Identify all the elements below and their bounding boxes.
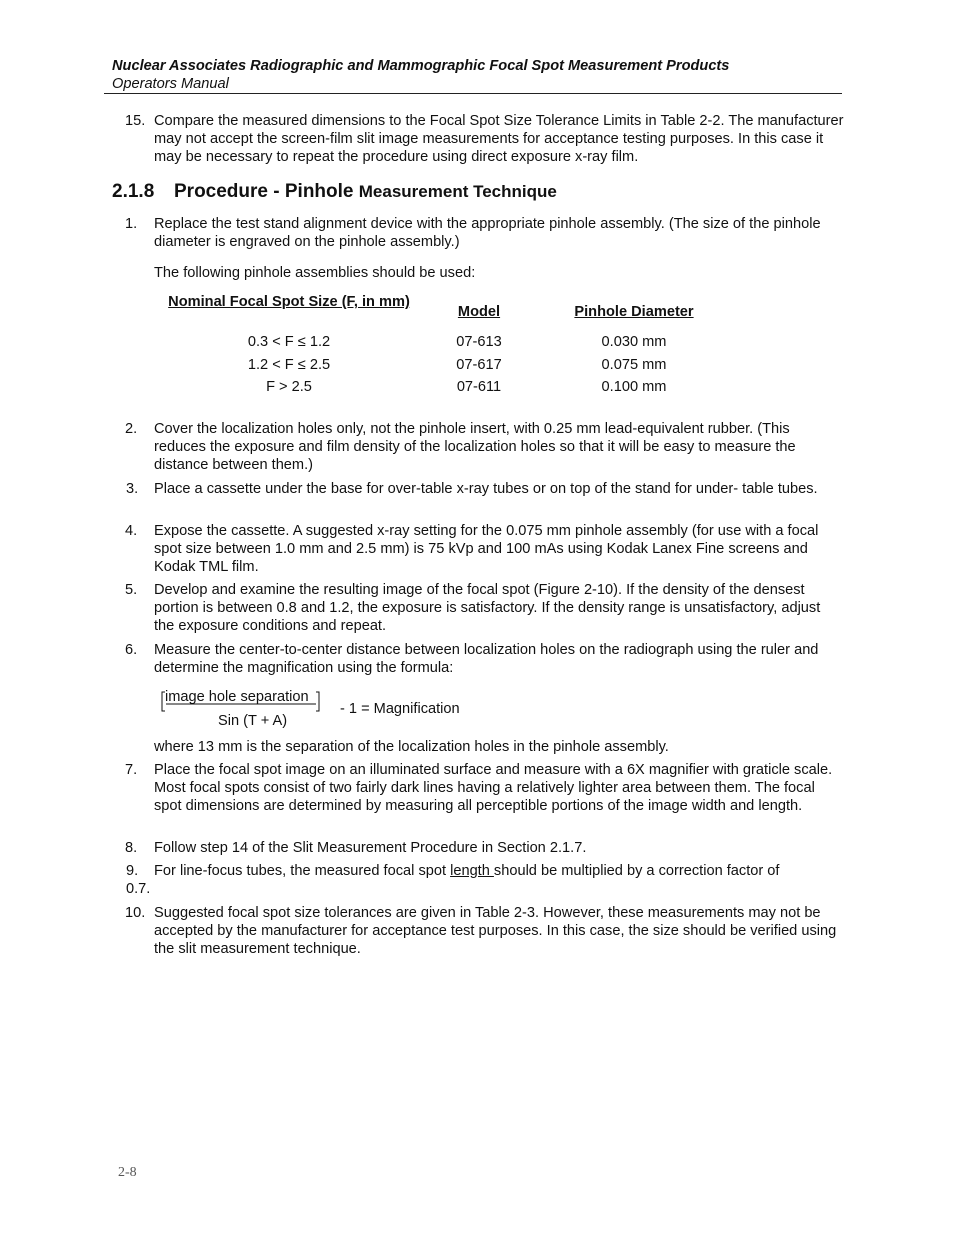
table-header-diameter: Pinhole Diameter	[574, 304, 694, 320]
table-cell: 0.075 mm	[601, 357, 667, 373]
step-text: Follow step 14 of the Slit Measurement Procedure in Section 2.1.7.	[154, 840, 587, 856]
step-number: 15.	[125, 113, 146, 129]
step-number: 10.	[125, 905, 146, 921]
table-cell: 07-613	[456, 334, 502, 350]
step-number: 9.	[126, 863, 139, 879]
table-cell: 07-611	[456, 379, 502, 395]
step-text: Cover the localization holes only, not the pinhole insert, with 0.25 mm lead-equivalent rubber. (This reduces the exposure and film density of the localization holes so that it will be easy to measure the distance between them.)	[154, 421, 796, 473]
step-text: Place the focal spot image on an illuminated surface and measure with a 6X magnifier with graticle scale. Most focal spots consist of two fairly dark lines having a relatively lighter area between them. The focal spot dimensions are determined by measuring all perceptible portions of the image width and length.	[154, 762, 833, 814]
step-text: Place a cassette under the base for over-table x-ray tubes or on top of the stand for under- table tubes.	[154, 481, 818, 497]
step-2	[125, 420, 844, 474]
page-number: 2-8	[118, 1165, 137, 1180]
step-7	[125, 761, 844, 815]
table-cell: 1.2 < F ≤ 2.5	[247, 357, 331, 373]
step-text-wrap: 0.7.	[126, 881, 151, 897]
table-cell: 0.3 < F ≤ 1.2	[247, 334, 331, 350]
step-5	[125, 581, 844, 635]
step-1	[125, 215, 844, 251]
table-cell: 0.100 mm	[601, 379, 667, 395]
header-rule	[104, 93, 842, 94]
step-number: 4.	[125, 523, 138, 539]
table-cell: 0.030 mm	[601, 334, 667, 350]
table-cell: 07-617	[456, 357, 502, 373]
formula-result: - 1 = Magnification	[340, 701, 460, 717]
step-3	[126, 480, 844, 498]
step-text: Suggested focal spot size tolerances are given in Table 2-3. However, these measurements may not be accepted by the manufacturer for acceptance test purposes. In this case, the size should be verified using the slit measurement technique.	[154, 905, 837, 957]
section-title-tail: Measurement Technique	[358, 182, 557, 201]
table-header-model: Model	[457, 304, 501, 320]
section-number: 2.1.8	[112, 181, 155, 202]
step-8	[125, 839, 844, 857]
running-header-title: Nuclear Associates Radiographic and Mammographic Focal Spot Measurement Products	[112, 58, 730, 74]
table-cell: F > 2.5	[266, 379, 312, 395]
step-number: 5.	[125, 582, 138, 598]
step-text: Expose the cassette. A suggested x-ray setting for the 0.075 mm pinhole assembly (for use with a focal spot size between 1.0 mm and 2.5 mm) is 75 kVp and 100 mAs using Kodak Lanex Fine screens and Kodak TML film.	[154, 523, 819, 575]
step-number: 8.	[125, 840, 138, 856]
step-text-post: should be multiplied by a correction factor of	[493, 863, 780, 879]
formula-numerator: image hole separation	[165, 689, 309, 705]
step-6-note: where 13 mm is the separation of the localization holes in the pinhole assembly.	[154, 739, 669, 755]
step-text-pre: For line-focus tubes, the measured focal spot	[154, 863, 451, 879]
step-4	[125, 522, 844, 576]
formula-denominator: Sin (T + A)	[218, 713, 288, 729]
step-9	[126, 862, 844, 898]
step-number: 7.	[125, 762, 138, 778]
section-heading	[112, 180, 557, 204]
step-text: Compare the measured dimensions to the Focal Spot Size Tolerance Limits in Table 2-2. The manufacturer may not accept the screen-film slit image measurements for acceptance testing purposes. In this case it may be necessary to repeat the procedure using direct exposure x-ray film.	[154, 113, 844, 165]
step-text: Develop and examine the resulting image of the focal spot (Figure 2-10). If the density of the densest portion is between 0.8 and 1.2, the exposure is satisfactory. If the density range is unsatisfactory, adjust the exposure conditions and repeat.	[154, 582, 821, 634]
step-text: Measure the center-to-center distance between localization holes on the radiograph using the ruler and determine the magnification using the formula:	[154, 642, 819, 676]
running-header-subtitle: Operators Manual	[112, 76, 229, 92]
step-15	[125, 112, 844, 166]
step-6	[125, 641, 844, 677]
table-header-size: Nominal Focal Spot Size (F, in mm)	[168, 294, 410, 310]
step-number: 3.	[126, 481, 139, 497]
section-title-main: Procedure - Pinhole	[174, 181, 354, 202]
step-text: Replace the test stand alignment device with the appropriate pinhole assembly. (The size of the pinhole diameter is engraved on the pinhole assembly.)	[154, 216, 821, 250]
step-number: 6.	[125, 642, 138, 658]
step-number: 2.	[125, 421, 138, 437]
step-number: 1.	[125, 216, 138, 232]
step-10	[125, 904, 844, 958]
step-text-underlined: length	[450, 863, 494, 879]
step-1-note: The following pinhole assemblies should be used:	[154, 265, 476, 281]
